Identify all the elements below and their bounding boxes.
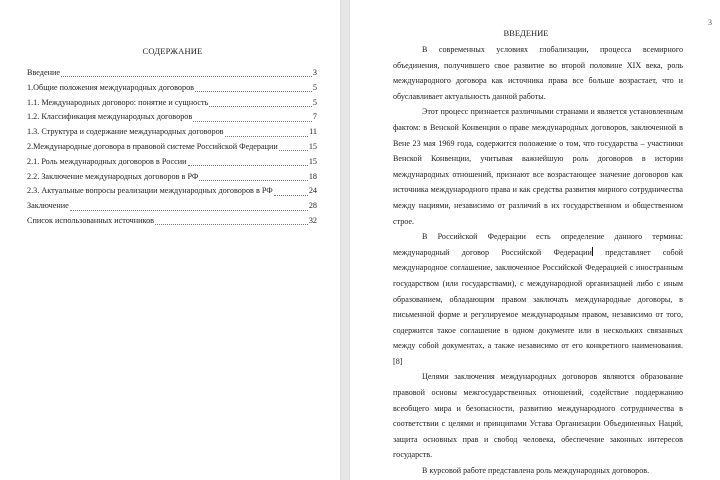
toc-entry-page: 28: [308, 201, 317, 211]
toc-heading: СОДЕРЖАНИЕ: [142, 46, 203, 56]
toc-entry-label: 1.1. Международных договоро: понятие и сущность: [27, 97, 209, 107]
toc-entry[interactable]: [27, 110, 317, 125]
toc-entry-label: Заключение: [27, 201, 69, 211]
dot-leader: [188, 164, 308, 166]
toc-entry[interactable]: [27, 81, 317, 96]
toc-entry-page: 11: [309, 127, 317, 137]
toc-entry[interactable]: [27, 125, 317, 140]
paragraph[interactable]: В курсовой работе представлена роль международных договоров.: [422, 466, 650, 476]
dot-leader: [274, 194, 308, 196]
toc-entry[interactable]: [27, 184, 317, 199]
toc-entry[interactable]: [27, 96, 317, 111]
page-introduction: [350, 0, 720, 480]
toc-entry-label: 2.Международные договора в правовой системе Российской Федерации: [27, 141, 278, 151]
toc-entry[interactable]: [27, 199, 317, 214]
dot-leader: [155, 223, 308, 225]
dot-leader: [209, 105, 312, 107]
paragraph-text: В Российской Федерации есть определение данного термина: международный договор Российской Федерации: [393, 232, 683, 257]
toc-entry-label: Список использованных источников: [27, 215, 155, 225]
toc-entry[interactable]: [27, 170, 317, 185]
toc-entry-page: 5: [312, 82, 317, 92]
page-number: 3: [708, 18, 712, 27]
paragraph-text: представляет собой международное соглашение, заключенное Российской Федерацией с иностранным государством (или государствами), с международной организацией либо с иным образованием, обладающим правом заключать международные договоры, в письменной форме и регулируемое международным правом, независимо от того, содержится такое соглашение в одном документе или в нескольких связанных между собой документах, а также независимо от его конкретного наименования. [8]: [393, 247, 683, 366]
dot-leader: [199, 179, 307, 181]
toc-entry-label: 1.Общие положения международных договоров: [27, 82, 195, 92]
toc-entry[interactable]: [27, 214, 317, 229]
toc-entry-page: 3: [312, 68, 317, 77]
toc-entry[interactable]: [27, 140, 317, 155]
dot-leader: [61, 75, 312, 77]
toc-entry-page: 18: [308, 171, 317, 181]
toc-entry-page: 24: [308, 186, 317, 196]
toc-entry-label: 2.2. Заключение международных договоров в РФ: [27, 171, 199, 181]
paragraph[interactable]: [393, 229, 683, 369]
toc-entry-label: 2.3. Актуальные вопросы реализации международных договоров в РФ: [27, 186, 273, 196]
dot-leader: [279, 149, 308, 151]
paragraph[interactable]: Целями заключения международных договоров являются образование правовой основы межгосударственных отношений, содействие поддержанию всеобщего мира и безопасности, развитию международного сотрудничества в соответствии с целями и принципами Устава Организации Объединенных Наций, защита основных прав и свобод человека, обеспечение законных интересов государств.: [393, 372, 683, 460]
dot-leader: [225, 135, 309, 137]
toc-entry-label: 2.1. Роль международных договоров в России: [27, 156, 187, 166]
toc-entry-label: 1.2. Классификация международных договоров: [27, 112, 193, 122]
toc-entry-label: 1.3. Структура и содержание международных договоров: [27, 127, 224, 137]
page-table-of-contents: [0, 0, 340, 480]
toc-entry[interactable]: [27, 66, 317, 81]
toc-entry-page: 7: [312, 112, 317, 122]
paragraph[interactable]: Этот процесс признается различными странами и является установленным фактом: в Венской Конвенции о праве международных договоров, заключенной в Вене 23 мая 1969 года, содержится положение о том, что государства – участники Венской Конвенции, учитывая важнейшую роль договоров в истории международных отношений, признают все возрастающее значение договоров как источника международного права и как средства развития мирного сотрудничества между нациями, независимо от различий в их государственном и общественном строе.: [393, 107, 683, 226]
dot-leader: [70, 209, 308, 211]
table-of-contents: [27, 66, 317, 229]
toc-entry[interactable]: [27, 155, 317, 170]
toc-entry-page: 5: [312, 97, 317, 107]
toc-entry-label: Введение: [27, 68, 61, 77]
toc-entry-page: 15: [308, 156, 317, 166]
toc-entry-page: 15: [308, 141, 317, 151]
section-heading: ВВЕДЕНИЕ: [503, 28, 549, 38]
body-text[interactable]: [393, 42, 683, 479]
page-separator: [340, 0, 350, 480]
toc-entry-page: 32: [308, 215, 317, 225]
paragraph[interactable]: В современных условиях глобализации, процесса всемирного объединения, получившего свое развитие во второй половине XIX века, роль международного договора как источника права все больше возрастает, что и обуславливает актуальность данной работы.: [393, 45, 683, 101]
dot-leader: [193, 120, 312, 122]
dot-leader: [195, 90, 312, 92]
